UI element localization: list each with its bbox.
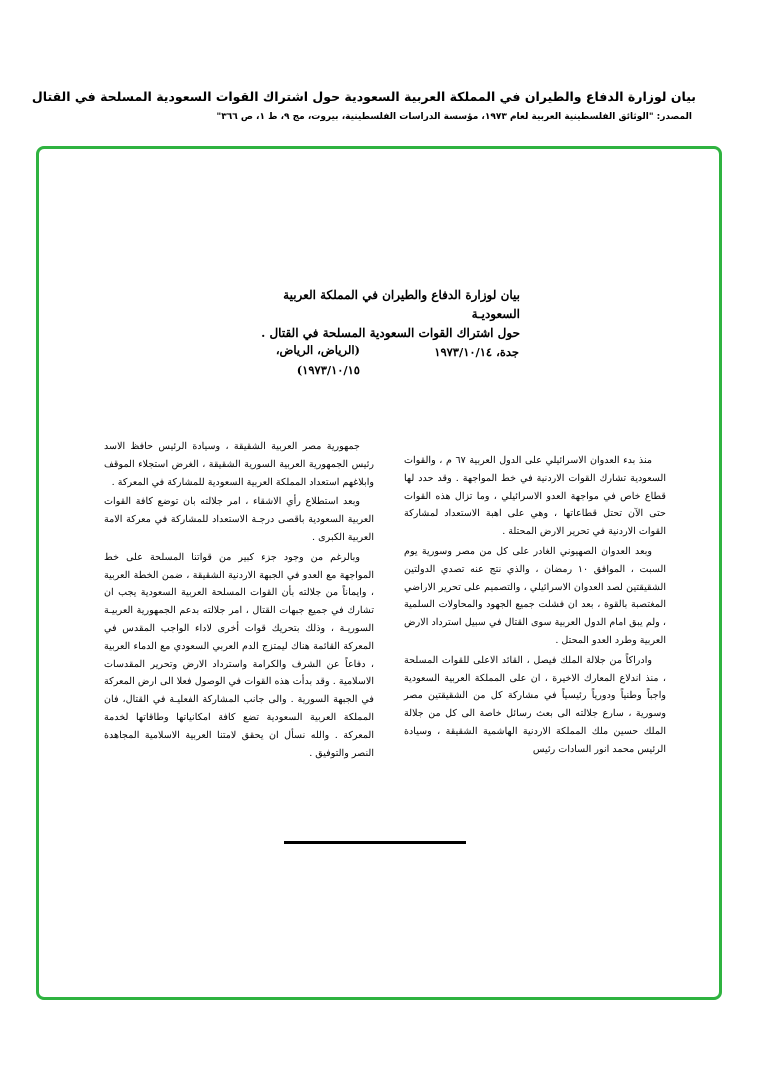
place-date-riyadh-line2: ١٩٧٣/١٠/١٥) [296, 363, 360, 377]
document-title [250, 286, 520, 343]
paragraph: منذ بدء العدوان الاسرائيلي على الدول العربية ٦٧ م ، والقوات السعودية تشارك القوات الاردنية في خط المواجهة . وقد حدد لها قطاع خاص في مواجهة العدو الاسرائيلي ، وما تزال هذه القوات حتى الآن تحتل قطاعاتها ، وهي على اهبة الاستعداد لمشاركة القوات الاردنية في تحرير الارض المحتلة . [404, 455, 666, 538]
paragraph: وبالرغم من وجود جزء كبير من قواتنا المسلحة على خط المواجهة مع العدو في الجبهة الاردنية الشقيقة ، ضمن الخطة العربية ، وايماناً من جلالته بأن القوات المسلحة العربية السعودية يجب ان تشارك في جميع جبهات القتال ، امر جلالته بدعم الجمهورية العربيـة السوريـة ، وذلك بتحريك قوات أخرى لاداء الواجب المقدس في المعركة القائمة هناك ليمتزج الدم العربي السعودي مع الدماء العربية ، دفاعاً عن الشرف والكرامة واسترداد الارض وتحرير المقدسات الاسلامية . وقد بدأت هذه القوات في الوصول فعلا الى ارض المعركة في الجبهة السورية . والى جانب المشاركة الفعليـة في القتال، فان المملكة العربية السعودية تضع كافة امكانياتها وطاقاتها لخدمة المعركة . والله نسأل ان يحقق لامتنا العربية الاسلامية المجاهدة النصر والتوفيق . [104, 551, 374, 759]
page-header-title: بيان لوزارة الدفاع والطيران في المملكة العربية السعودية حول اشتراك القوات السعودية المسلحة في القتال [31, 89, 696, 104]
place-date-riyadh [250, 340, 360, 380]
paragraph: وبعد استطلاع رأي الاشقاء ، امر جلالته بان توضع كافة القوات العربية السعودية باقصى درجـة الاستعداد للمشاركة في معركة الامة العربية الكبرى . [104, 496, 374, 543]
place-date-riyadh-line1: (الرياض، الرياض، [275, 343, 360, 357]
document-title-line2: حول اشتراك القوات السعودية المسلحة في القتال . [261, 326, 520, 340]
place-date-jeddah: جدة، ١٩٧٣/١٠/١٤ [434, 345, 519, 359]
paragraph: جمهورية مصر العربية الشقيقة ، وسيادة الرئيس حافظ الاسد رئيس الجمهورية العربية السورية الشقيقة ، الغرض استجلاء الموقف وابلاغهم استعداد المملكة العربية السعودية للمشاركة في المعركة . [104, 441, 374, 488]
paragraph: وبعد العدوان الصهيوني الغادر على كل من مصر وسورية يوم السبت ، الموافق ١٠ رمضان ، والذي نتج عنه تصدي الدولتين الشقيقتين لصد العدوان الاسرائيلي ، والتصميم على تحرير الاراضي المغتصبة بالقوة ، بعد ان فشلت جميع الجهود والمحاولات السلمية ، ولم يبق امام الدول العربية سوى القتال في سبيل استرداد الارض العربية وطرد العدو المحتل . [404, 545, 666, 646]
end-rule [284, 841, 466, 844]
document-title-line1: بيان لوزارة الدفاع والطيران في المملكة العربية السعوديـة [283, 288, 520, 321]
page-header-source: المصدر: "الوثائق الفلسطينية العربية لعام ١٩٧٣، مؤسسة الدراسات الفلسطينية، بيروت، مج ٩، ط ١، ص ٣٦٦" [216, 112, 692, 122]
text-column-left [104, 438, 374, 764]
text-column-right [404, 452, 666, 761]
paragraph: وادراكاً من جلالة الملك فيصل ، القائد الاعلى للقوات المسلحة ، منذ اندلاع المعارك الاخيرة ، ان على المملكة العربية السعودية واجباً وطنياً ودورياً رئيسياً في مشاركة كل من الشقيقتين مصر وسورية ، سارع جلالته الى بعث رسائل خاصة الى كل من جلالة الملك حسين ملك المملكة الاردنية الهاشمية الشقيقة ، وسيادة الرئيس محمد انور السادات رئيس [404, 654, 666, 755]
